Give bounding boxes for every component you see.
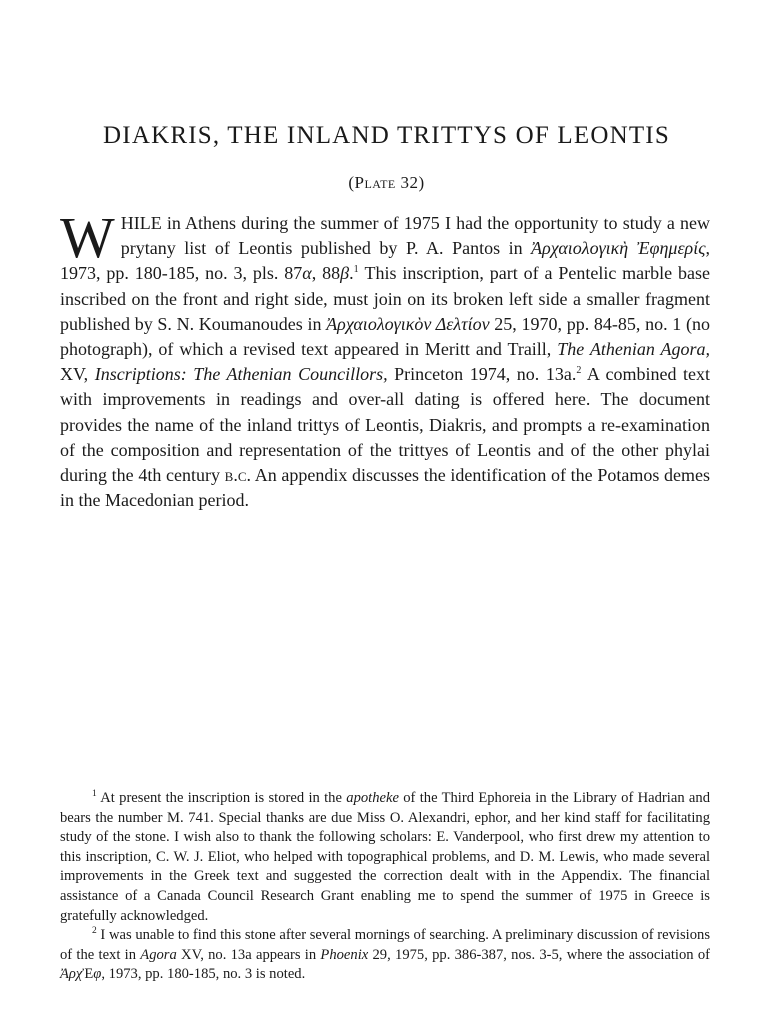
footnote-1-text-2: of the Third Ephoreia in the Library of Hadrian and bears the number M. 741. Special thanks are due Miss O. Alexandri, ephor, and her kind staff for facilitating study of the stone. I wish also to thank the following scholars: E. Vanderpool, who first drew my attention to this inscription, C. W. J. Eliot, who helped with topographical problems, and D. M. Lewis, who made several improvements in the Greek text and suggested the correction dealt with in the Appendix. The financial assistance of a Canada Council Research Grant enabling me to spend the summer of 1975 in Greece is gratefully acknowledged. <box>60 790 710 924</box>
footnote-ref-1[interactable]: 1 <box>353 264 359 276</box>
body-text-8: Princeton 1974, no. 13a. <box>387 364 577 385</box>
body-text-4: . <box>349 263 354 284</box>
body-text-5: This inscription, part of a Pentelic marble base inscribed on the front and right side, must join on its broken left side a smaller fragment published by S. N. Koumanoudes in <box>60 263 711 334</box>
era-abbreviation: b.c. <box>224 465 252 486</box>
body-paragraph <box>60 205 711 513</box>
plate-reference <box>60 172 713 194</box>
body-text-9: A combined text with improvements in readings and over-all dating is offered here. The document provides the name of the inland trittys of Leontis, Diakris, and prompts a re-examination of the composition and representation of the trittyes of Leontis and of the other phylai during the 4th century <box>60 364 711 486</box>
journal-title-1: Ἀρχαιολογικὴ Ἐφημερίς <box>531 238 706 259</box>
footnote-2-text-5: , 1973, pp. 180-185, no. 3 is noted. <box>101 966 306 983</box>
footnote-1 <box>60 789 710 926</box>
plate-open-paren: ( <box>348 173 355 192</box>
footnote-2-text-1: I was unable to find this stone after several mornings of searching. A preliminary discussion of revisions of the text in <box>60 927 710 963</box>
plate-label: Plate <box>354 173 396 192</box>
footnote-2-text-3: 29, 1975, pp. 386-387, nos. 3-5, where the association of <box>368 946 710 963</box>
footnote-2-italic-3: Ἀρχ <box>60 966 83 983</box>
body-text-2: , 1973, pp. 180-185, no. 3, pls. 87 <box>60 238 710 284</box>
footnote-2-italic-2: Phoenix <box>320 946 369 963</box>
body-text-1: HILE in Athens during the summer of 1975 I had the opportunity to study a new prytany list of Leontis published by P. A. Pantos in <box>120 213 710 259</box>
footnote-2-text-4: Ἐ <box>82 966 94 983</box>
body-text-3: , 88 <box>311 263 341 284</box>
article-title: DIAKRIS, THE INLAND TRITTYS OF LEONTIS <box>103 122 670 149</box>
footnote-2-italic-1: Agora <box>140 946 177 963</box>
footnote-2-italic-4: φ <box>93 966 102 983</box>
journal-title-2: Ἀρχαιολογικὸν Δελτίον <box>326 313 490 334</box>
drop-cap: W <box>60 205 115 270</box>
plate-alpha: α <box>302 263 312 284</box>
plate-number: 32 <box>395 173 419 192</box>
footnotes <box>60 789 710 985</box>
book-title-2: Inscriptions: The Athenian Councillors, <box>94 364 388 385</box>
body-text-6: 25, 1970, pp. 84-85, no. 1 (no photograph), of which a revised text appeared in Meritt and Traill, <box>60 313 710 360</box>
footnote-1-mark: 1 <box>92 789 97 800</box>
footnote-2-mark: 2 <box>92 926 97 937</box>
book-title-1: The Athenian Agora, <box>557 339 710 360</box>
plate-close-paren: ) <box>418 173 425 192</box>
footnote-1-italic-1: apotheke <box>346 790 399 806</box>
footnote-1-text-1: At present the inscription is stored in the <box>96 790 347 806</box>
footnote-2-text-2: XV, no. 13a appears in <box>176 946 321 963</box>
footnote-2 <box>60 926 710 985</box>
plate-beta: β <box>340 263 350 284</box>
body-text-7: XV, <box>60 364 95 385</box>
body-text-10: An appendix discusses the identification of the Potamos demes in the Macedonian period. <box>60 465 711 511</box>
footnote-ref-2[interactable]: 2 <box>576 365 582 377</box>
